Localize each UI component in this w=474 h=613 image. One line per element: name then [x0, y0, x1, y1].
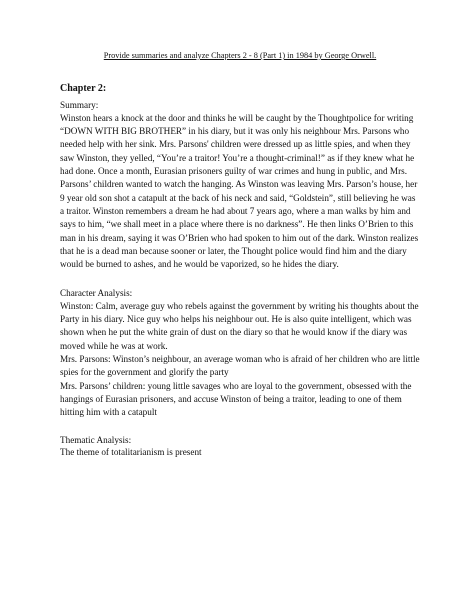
summary-label: Summary:	[60, 100, 99, 110]
summary-paragraph: Winston hears a knock at the door and thinks he will be caught by the Thoughtpolice for writing “DOWN WITH BIG BROTHER” in his diary, but it was only his neighbour Mrs. Parsons who needed help with her sink. Mrs. Parsons' children were dressed up as little spies, and when they saw Winston, they yelled, “You’re a traitor! You’re a thought-criminal!” as if they knew what he had done. Once a month, Eurasian prisoners guilty of war crimes and hung in public, and Mrs. Parsons’ children wanted to watch the hanging. As Winston was leaving Mrs. Parson’s house, her 9 year old son shot a catapult at the back of his neck and said, “Goldstein”, still believing he was a traitor. Winston remembers a dream he had about 7 years ago, where a man walks by him and says to him, “we shall meet in a place where there is no darkness”. He then links O’Brien to this man in his dream, saying it was O’Brien who had spoken to him out of the dark. Winston realizes that he is a dead man because sooner or later, the Thought police would find him and the diary would be burned to ashes, and he would be vaporized, so he hides the diary.	[60, 112, 419, 270]
spacer	[60, 420, 420, 434]
thematic-analysis-label: Thematic Analysis:	[60, 434, 132, 445]
spacer	[60, 272, 420, 287]
document-page	[60, 50, 420, 460]
thematic-paragraph: The theme of totalitarianism is present	[60, 447, 202, 458]
character-analysis-label: Character Analysis:	[60, 287, 133, 298]
character-winston: Winston: Calm, average guy who rebels against the government by writing his thoughts about the Party in his diary. Nice guy who helps his neighbour out. He is also quite intelligent, which was shown when he put the white grain of dust on the diary so that he would know if the diary was moved while he was at work.	[60, 300, 419, 351]
character-parsons-children: Mrs. Parsons’ children: young little savages who are loyal to the government, obsessed with the hangings of Eurasian prisoners, and accuse Winston of being a traitor, leading to one of them hitting him with a catapult	[60, 380, 412, 418]
chapter-heading: Chapter 2:	[60, 83, 107, 94]
document-title: Provide summaries and analyze Chapters 2 - 8 (Part 1) in 1984 by George Orwell.	[103, 51, 377, 60]
character-mrs-parsons: Mrs. Parsons: Winston’s neighbour, an average woman who is afraid of her children who are little spies for the government and glorify the party	[60, 353, 420, 378]
